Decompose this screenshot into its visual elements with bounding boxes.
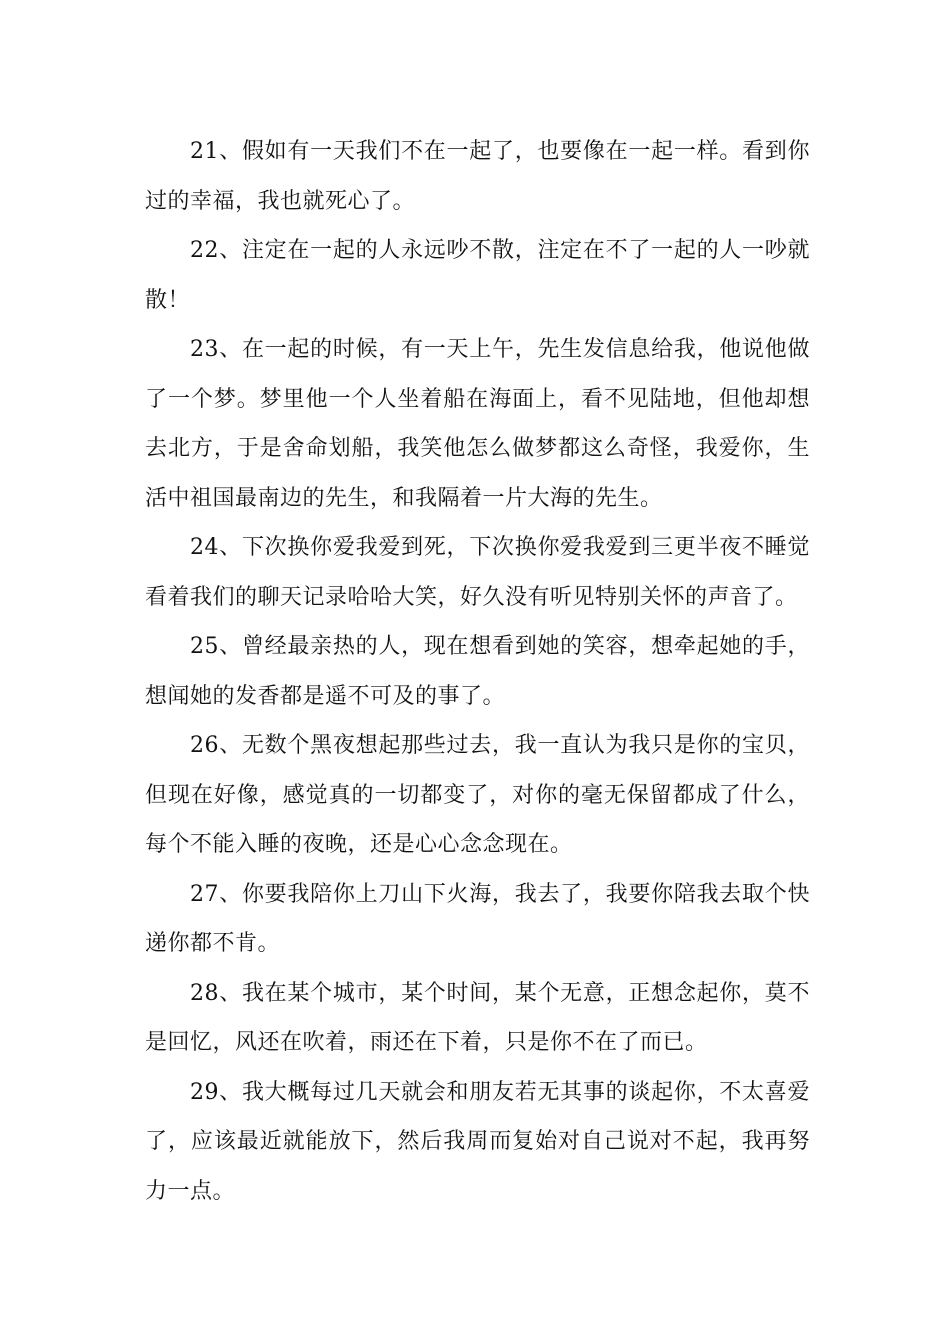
paragraph-24: 24、下次换你爱我爱到死，下次换你爱我爱到三更半夜不睡觉看着我们的聊天记录哈哈大笑，好久没有听见特别关怀的声音了。 <box>145 535 810 610</box>
paragraph-26: 26、无数个黑夜想起那些过去，我一直认为我只是你的宝贝，但现在好像，感觉真的一切都变了，对你的毫无保留都成了什么，每个不能入睡的夜晚，还是心心念念现在。 <box>145 733 810 857</box>
paragraph-22: 22、注定在一起的人永远吵不散，注定在不了一起的人一吵就散！ <box>145 238 810 313</box>
paragraph-29: 29、我大概每过几天就会和朋友若无其事的谈起你，不太喜爱了，应该最近就能放下，然后我周而复始对自己说对不起，我再努力一点。 <box>145 1079 810 1204</box>
paragraph-25: 25、曾经最亲热的人，现在想看到她的笑容，想牵起她的手，想闻她的发香都是遥不可及的事了。 <box>145 634 810 709</box>
paragraph-21: 21、假如有一天我们不在一起了，也要像在一起一样。看到你过的幸福，我也就死心了。 <box>145 139 810 214</box>
document-body <box>145 127 810 1216</box>
paragraph-28: 28、我在某个城市，某个时间，某个无意，正想念起你，莫不是回忆，风还在吹着，雨还在下着，只是你不在了而已。 <box>145 980 810 1055</box>
paragraph-23: 23、在一起的时候，有一天上午，先生发信息给我，他说他做了一个梦。梦里他一个人坐着船在海面上，看不见陆地，但他却想去北方，于是舍命划船，我笑他怎么做梦都这么奇怪，我爱你，生活中祖国最南边的先生，和我隔着一片大海的先生。 <box>145 337 810 511</box>
paragraph-27: 27、你要我陪你上刀山下火海，我去了，我要你陪我去取个快递你都不肯。 <box>145 881 810 956</box>
